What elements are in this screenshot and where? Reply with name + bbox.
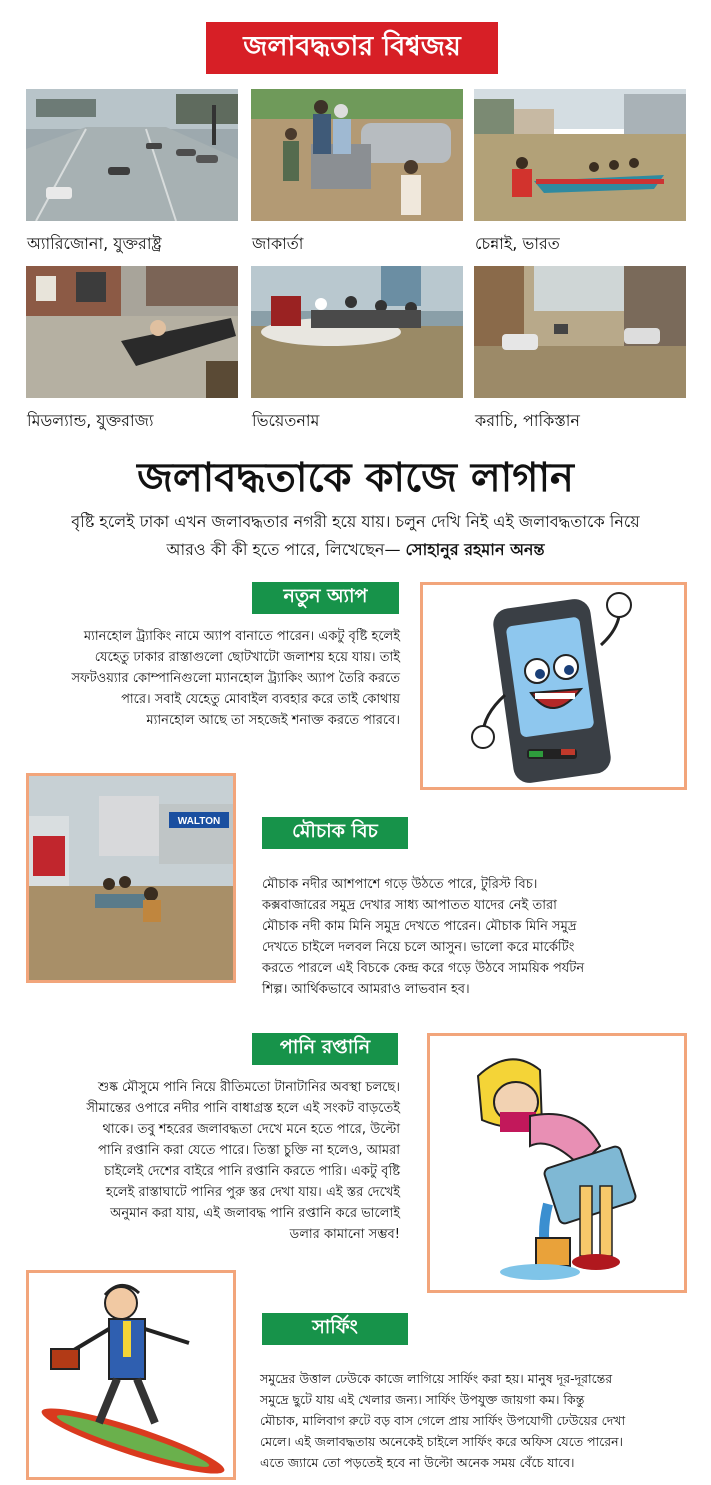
photo-arizona xyxy=(26,89,238,221)
section-body-new-app xyxy=(20,626,400,731)
photo-caption: করাচি, পাকিস্তান xyxy=(475,411,580,430)
body-line: সমুদ্রে ছুটে যায় এই খেলার জন্য। সার্ফিং উপযুক্ত জায়গা কম। কিন্তু xyxy=(260,1392,585,1407)
photo-caption: ভিয়েতনাম xyxy=(252,411,320,430)
headline: জলাবদ্ধতাকে কাজে লাগান xyxy=(137,455,574,501)
body-line: অনুমান করা যায়, এই জলাবদ্ধ পানি রপ্তানি করে ভালোই xyxy=(110,1206,400,1221)
body-line: ম্যানহোল আছে তা সহজেই শনাক্ত করতে পারবে। xyxy=(146,713,400,728)
body-line: কক্সবাজারের সমুদ্র দেখার সাধ্য আপাতত যাদের নেই তারা xyxy=(262,898,557,913)
body-line: চাইলেই দেশের বাইরে পানি রপ্তানি করতে পারি। একটু বৃষ্টি xyxy=(104,1164,400,1179)
top-banner-title: জলাবদ্ধতার বিশ্বজয় xyxy=(206,22,498,74)
photo-karachi xyxy=(474,266,686,398)
shop-sign: WALTON xyxy=(177,816,221,827)
body-line: যেহেতু ঢাকার রাস্তাগুলো ছোটখাটো জলাশয় হয়ে যায়। তাই xyxy=(94,650,400,665)
section-tag-mouchak-beach: মৌচাক বিচ xyxy=(262,817,408,849)
body-line: শুষ্ক মৌসুমে পানি নিয়ে রীতিমতো টানাটানির অবস্থা চলছে। xyxy=(98,1080,400,1095)
photo-caption: অ্যারিজোনা, যুক্তরাষ্ট্র xyxy=(27,234,162,253)
section-tag-new-app: নতুন অ্যাপ xyxy=(252,582,399,614)
body-line: মৌচাক, মালিবাগ রুটে বড় বাস গেলে প্রায় সার্ফিং উপযোগী ঢেউয়ের দেখা xyxy=(260,1413,626,1428)
body-line: পারে। সবাই যেহেতু মোবাইল ব্যবহার করে তাই কোথায় xyxy=(121,692,400,707)
body-line: হলেই রাস্তাঘাটে পানির পুরু স্তর দেখা যায়। এই স্তর দেখেই xyxy=(105,1185,400,1200)
body-line: করতে পারলে এই বিচকে কেন্দ্র করে গড়ে উঠবে সাময়িক পর্যটন xyxy=(262,961,585,976)
smiling-phone-illustration xyxy=(423,585,684,787)
photo-chennai xyxy=(474,89,686,221)
body-line: সমুদ্রের উত্তাল ঢেউকে কাজে লাগিয়ে সার্ফিং করা হয়। মানুষ দূর-দূরান্তের xyxy=(260,1371,613,1386)
body-line: পানি রপ্তানি করা যেতে পারে। তিস্তা চুক্তি না হলেও, আমরা xyxy=(98,1143,400,1158)
photo-jakarta xyxy=(251,89,463,221)
section-tag-surfing: সার্ফিং xyxy=(262,1313,408,1345)
body-line: মেলে। এই জলাবদ্ধতায় অনেকেই চাইলে সার্ফিং করে অফিস যেতে পারেন। xyxy=(260,1434,624,1449)
body-line: দেখতে চাইলে দলবল নিয়ে চলে আসুন। ভালো করে মার্কেটিং xyxy=(262,940,575,955)
intro-line-1: বৃষ্টি হলেই ঢাকা এখন জলাবদ্ধতার নগরী হয়ে যায়। চলুন দেখি নিই এই জলাবদ্ধতাকে নিয়ে xyxy=(71,512,640,531)
body-line: সফটওয়্যার কোম্পানিগুলো ম্যানহোল ট্র্যাকিং অ্যাপ তৈরি করতে xyxy=(71,671,400,686)
cartoon-bucket-frame xyxy=(427,1033,687,1293)
cartoon-surfer-frame xyxy=(26,1270,236,1480)
intro-text xyxy=(30,508,681,564)
section-body-water-export xyxy=(20,1077,400,1245)
mouchak-photo-frame xyxy=(26,773,236,983)
cartoon-phone-frame xyxy=(420,582,687,790)
body-line: থাকে। তবু শহরের জলাবদ্ধতা দেখে মনে হতে পারে, উল্টো xyxy=(102,1122,400,1137)
flooded-street-photo xyxy=(29,776,233,980)
section-tag-water-export: পানি রপ্তানি xyxy=(252,1033,398,1065)
body-line: এতে জ্যামে তো পড়তেই হবে না উল্টো অনেক সময় বেঁচে যাবে। xyxy=(260,1455,575,1470)
photo-caption: চেন্নাই, ভারত xyxy=(475,234,560,253)
photo-caption: জাকার্তা xyxy=(252,234,304,253)
body-line: মৌচাক নদীর আশপাশে গড়ে উঠতে পারে, টুরিস্ট বিচ। xyxy=(262,877,538,892)
section-body-mouchak-beach xyxy=(262,874,702,1000)
section-body-surfing xyxy=(260,1368,704,1473)
body-line: সীমান্তের ওপারে নদীর পানি বাধাগ্রস্ত হলে এই সংকট বাড়তেই xyxy=(86,1101,400,1116)
photo-vietnam xyxy=(251,266,463,398)
woman-pouring-bucket-illustration xyxy=(430,1036,684,1290)
businessman-surfing-illustration xyxy=(29,1273,233,1477)
photo-midland xyxy=(26,266,238,398)
body-line: শিল্প। আর্থিকভাবে আমরাও লাভবান হব। xyxy=(262,982,470,997)
photo-caption: মিডল্যান্ড, যুক্তরাজ্য xyxy=(27,411,154,430)
intro-line-2 xyxy=(30,536,681,564)
author-name: সোহানুর রহমান অনন্ত xyxy=(405,540,545,559)
body-line: ম্যানহোল ট্র্যাকিং নামে অ্যাপ বানাতে পারেন। একটু বৃষ্টি হলেই xyxy=(83,629,400,644)
intro-line-2-text: আরও কী কী হতে পারে, লিখেছেন— xyxy=(166,540,401,559)
body-line: মৌচাক নদী কাম মিনি সমুদ্র দেখতে পারেন। মৌচাক মিনি সমুদ্র xyxy=(262,919,577,934)
body-line: ডলার কামানো সম্ভব! xyxy=(289,1227,400,1242)
